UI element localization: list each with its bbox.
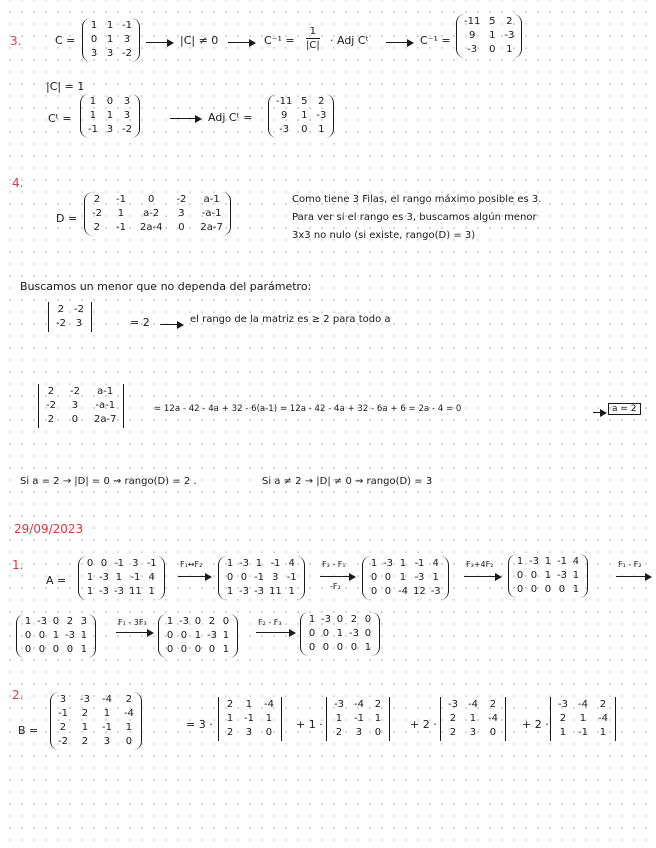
matrix-cell: 3 bbox=[355, 727, 363, 738]
matrix-cell: 3 bbox=[106, 124, 114, 135]
matrix-a-label: A = bbox=[46, 574, 67, 587]
arrow-icon bbox=[228, 42, 254, 43]
matrix-d bbox=[84, 192, 231, 236]
row-op-4: F₁ - F₂ bbox=[618, 560, 642, 569]
matrix-cell: 1 bbox=[86, 586, 94, 597]
matrix-cell: -3 bbox=[239, 586, 249, 597]
matrix-cell: 0 bbox=[178, 222, 185, 233]
matrix-cell: 1 bbox=[81, 722, 89, 733]
matrix-cell: -1 bbox=[101, 722, 112, 733]
exercise-3-number: 3. bbox=[10, 34, 22, 48]
matrix-cell: 3 bbox=[272, 572, 279, 583]
matrix-cell: 0 bbox=[52, 644, 60, 655]
matrix-cell: 1 bbox=[117, 208, 125, 219]
matrix-cell: -3 bbox=[383, 558, 393, 569]
matrix-cell: 0 bbox=[364, 628, 372, 639]
matrix-cell: 2 bbox=[559, 713, 567, 724]
matrix-cell: -3 bbox=[504, 30, 515, 41]
det-condition: |C| ≠ 0 bbox=[180, 34, 219, 47]
matrix-cell: 1 bbox=[579, 713, 587, 724]
arrow-icon bbox=[593, 412, 605, 413]
row-op-1: F₁↔F₂ bbox=[180, 560, 203, 569]
matrix-cell: 0 bbox=[166, 644, 174, 655]
cofactor-minor-1 bbox=[218, 697, 282, 741]
matrix-cell: 1 bbox=[544, 570, 552, 581]
matrix-cell: 0 bbox=[194, 644, 202, 655]
matrix-cell: 0 bbox=[208, 644, 216, 655]
matrix-cell: 0 bbox=[24, 630, 32, 641]
conclusion-a-equals-2: Si a = 2 → |D| = 0 ⇝ rango(D) = 2 . bbox=[20, 476, 197, 487]
matrix-cell: 0 bbox=[180, 644, 188, 655]
matrix-cell: 1 bbox=[80, 630, 88, 641]
matrix-cell: 2 bbox=[81, 736, 89, 747]
matrix-cell: 1 bbox=[24, 616, 32, 627]
matrix-cell: 1 bbox=[166, 616, 174, 627]
matrix-cell: 1 bbox=[364, 642, 372, 653]
matrix-c-inverse bbox=[456, 14, 522, 58]
matrix-cell: 2 bbox=[226, 727, 234, 738]
matrix-cell: 0 bbox=[125, 736, 133, 747]
matrix-cell: 1 bbox=[148, 586, 155, 597]
matrix-cell: 1 bbox=[301, 110, 308, 121]
date-heading: 29/09/2023 bbox=[14, 522, 84, 536]
matrix-cell: 3 bbox=[103, 736, 111, 747]
matrix-adjoint bbox=[268, 94, 334, 138]
matrix-cell: 11 bbox=[128, 586, 142, 597]
matrix-cell: 1 bbox=[516, 556, 524, 567]
matrix-cell: -3 bbox=[206, 630, 217, 641]
matrix-cell: 0 bbox=[350, 642, 358, 653]
search-minor-text: Buscamos un menor que no dependa del parámetro: bbox=[20, 280, 312, 293]
matrix-cell: 9 bbox=[468, 30, 476, 41]
inverse-label-2: C⁻¹ = bbox=[420, 34, 451, 47]
matrix-b-label: B = bbox=[18, 724, 39, 737]
conclusion-a-not-2: Si a ≠ 2 → |D| ≠ 0 ⇝ rango(D) = 3 bbox=[262, 476, 433, 487]
arrow-icon bbox=[146, 42, 172, 43]
arrow-icon bbox=[616, 576, 650, 577]
matrix-cell: 2 bbox=[47, 414, 55, 425]
matrix-cell: 1 bbox=[374, 713, 382, 724]
matrix-cell: 1 bbox=[399, 572, 407, 583]
matrix-cell: -3 bbox=[64, 630, 75, 641]
laplace-coef-2: + 1 · bbox=[296, 718, 323, 731]
matrix-cell: 5 bbox=[489, 16, 496, 27]
matrix-cell: -1 bbox=[130, 572, 141, 583]
matrix-cell: 1 bbox=[336, 628, 344, 639]
matrix-cell: 1 bbox=[469, 713, 477, 724]
rank-note-line-2: Para ver si el rango es 3, buscamos algún menor bbox=[292, 212, 537, 223]
matrix-cell: -1 bbox=[115, 222, 126, 233]
matrix-cell: -1 bbox=[577, 727, 588, 738]
transpose-label: Cᵗ = bbox=[48, 112, 72, 125]
minor-2x2-text: el rango de la matriz es ≥ 2 para todo a bbox=[190, 314, 391, 325]
matrix-cell: -3 bbox=[99, 586, 109, 597]
matrix-cell: 0 bbox=[308, 628, 316, 639]
rank-note-line-3: 3x3 no nulo (si existe, rango(D) = 3) bbox=[292, 230, 476, 241]
arrow-icon bbox=[386, 42, 412, 43]
matrix-cell: 3 bbox=[469, 727, 477, 738]
matrix-cell: -3 bbox=[348, 628, 359, 639]
matrix-cell: 3 bbox=[178, 208, 185, 219]
matrix-cell: -2 bbox=[73, 304, 84, 315]
matrix-cell: 2 bbox=[59, 722, 67, 733]
matrix-cell: 2 bbox=[350, 614, 358, 625]
matrix-cell: -3 bbox=[430, 586, 441, 597]
matrix-cell: 1 bbox=[115, 572, 123, 583]
matrix-cell: -1 bbox=[244, 713, 254, 724]
matrix-cell: 2 bbox=[599, 699, 607, 710]
matrix-cell: -1 bbox=[113, 558, 124, 569]
matrix-cell: -4 bbox=[487, 713, 498, 724]
inverse-fraction bbox=[306, 25, 320, 52]
matrix-c bbox=[82, 18, 140, 62]
matrix-cell: 2 bbox=[57, 304, 65, 315]
row-op-2b: -F₂ bbox=[330, 582, 341, 591]
arrow-icon bbox=[178, 576, 210, 577]
matrix-cell: -3 bbox=[239, 558, 249, 569]
matrix-cell: 0 bbox=[322, 642, 330, 653]
inverse-formula-rest: · Adj Cᵗ bbox=[330, 34, 369, 47]
matrix-cell: -3 bbox=[37, 616, 47, 627]
matrix-cell: 0 bbox=[226, 572, 234, 583]
matrix-cell: -3 bbox=[316, 110, 327, 121]
matrix-cell: 1 bbox=[265, 713, 273, 724]
matrix-cell: 0 bbox=[370, 586, 378, 597]
laplace-coef-1: = 3 · bbox=[186, 718, 213, 731]
matrix-cell: -1 bbox=[253, 572, 264, 583]
matrix-cell: 2 bbox=[506, 16, 513, 27]
matrix-cell: -3 bbox=[558, 699, 568, 710]
cofactor-minor-2 bbox=[326, 697, 390, 741]
row-op-5: F₁ - 3F₃ bbox=[118, 618, 147, 627]
matrix-cell: 0 bbox=[301, 124, 308, 135]
matrix-cell: 1 bbox=[89, 96, 97, 107]
matrix-cell: 0 bbox=[516, 584, 524, 595]
matrix-cell: -3 bbox=[179, 616, 189, 627]
matrix-cell: -4 bbox=[397, 586, 408, 597]
matrix-cell: -4 bbox=[467, 699, 478, 710]
arrow-icon bbox=[320, 576, 354, 577]
matrix-cell: 0 bbox=[148, 194, 155, 205]
matrix-cell: 2a-7 bbox=[93, 414, 117, 425]
matrix-cell: 2 bbox=[226, 699, 234, 710]
matrix-cell: -11 bbox=[464, 16, 481, 27]
matrix-cell: 0 bbox=[370, 572, 378, 583]
matrix-cell: -1 bbox=[58, 708, 68, 719]
matrix-cell: -3 bbox=[529, 556, 539, 567]
matrix-cell: 1 bbox=[370, 558, 378, 569]
matrix-cell: 1 bbox=[89, 110, 97, 121]
matrix-cell: 4 bbox=[148, 572, 155, 583]
matrix-a-step-2 bbox=[362, 556, 449, 600]
matrix-cell: 1 bbox=[308, 614, 316, 625]
matrix-cell: 2 bbox=[81, 708, 89, 719]
matrix-cell: -1 bbox=[556, 556, 567, 567]
minor-2x2 bbox=[48, 302, 92, 332]
cofactor-minor-4 bbox=[550, 697, 616, 741]
matrix-cell: a-2 bbox=[143, 208, 160, 219]
matrix-cell: 1 bbox=[86, 572, 94, 583]
matrix-cell: 9 bbox=[280, 110, 288, 121]
matrix-cell: 3 bbox=[106, 48, 114, 59]
matrix-cell: 1 bbox=[103, 708, 111, 719]
matrix-cell: -2 bbox=[121, 124, 132, 135]
matrix-cell: 0 bbox=[489, 44, 496, 55]
matrix-cell: 1 bbox=[255, 558, 263, 569]
matrix-cell: 0 bbox=[222, 616, 230, 627]
matrix-cell: a-1 bbox=[203, 194, 220, 205]
matrix-cell: 0 bbox=[180, 630, 188, 641]
matrix-cell: 0 bbox=[240, 572, 248, 583]
matrix-cell: 1 bbox=[80, 644, 88, 655]
matrix-cell: 11 bbox=[268, 586, 282, 597]
determinant-expansion: = 12a - 42 - 4a + 32 - 6(a-1) = 12a - 42 - 4a + 32 - 6a + 6 = 2a - 4 = 0 bbox=[154, 404, 462, 414]
matrix-cell: -4 bbox=[263, 699, 274, 710]
matrix-cell: -2 bbox=[92, 208, 102, 219]
matrix-cell: 0 bbox=[52, 616, 60, 627]
matrix-cell: -2 bbox=[122, 48, 132, 59]
matrix-cell: 3 bbox=[80, 616, 88, 627]
matrix-cell: 0 bbox=[86, 558, 94, 569]
arrow-icon bbox=[170, 118, 200, 119]
matrix-cell: -1 bbox=[115, 194, 126, 205]
matrix-cell: 1 bbox=[245, 699, 253, 710]
matrix-cell: 1 bbox=[506, 44, 513, 55]
matrix-cell: 2 bbox=[449, 713, 457, 724]
matrix-d-label: D = bbox=[56, 212, 78, 225]
matrix-a-step-3 bbox=[508, 554, 588, 598]
matrix-cell: 2a-4 bbox=[139, 222, 163, 233]
exercise-2-number: 2. bbox=[12, 688, 24, 702]
matrix-cell: 1 bbox=[222, 630, 230, 641]
matrix-cell: 3 bbox=[123, 96, 131, 107]
matrix-cell: 0 bbox=[516, 570, 524, 581]
matrix-cell: 2 bbox=[489, 699, 497, 710]
matrix-a bbox=[78, 556, 165, 600]
matrix-cell: 1 bbox=[399, 558, 407, 569]
cofactor-minor-3 bbox=[440, 697, 506, 741]
matrix-cell: 2 bbox=[66, 616, 74, 627]
matrix-cell: 0 bbox=[322, 628, 330, 639]
matrix-cell: -1 bbox=[414, 558, 425, 569]
laplace-coef-3: + 2 · bbox=[410, 718, 437, 731]
matrix-cell: -2 bbox=[58, 736, 68, 747]
matrix-cell: 3 bbox=[90, 48, 98, 59]
matrix-cell: 0 bbox=[38, 630, 46, 641]
matrix-cell: 0 bbox=[336, 642, 344, 653]
matrix-cell: -1 bbox=[353, 713, 364, 724]
minor-2x2-result: = 2 bbox=[130, 316, 150, 329]
inverse-label: C⁻¹ = bbox=[264, 34, 295, 47]
matrix-cell: 1 bbox=[335, 713, 343, 724]
matrix-cell: -1 bbox=[146, 558, 157, 569]
row-op-3: F₃+4F₂ bbox=[466, 560, 494, 569]
exercise-1-number: 1. bbox=[12, 558, 24, 572]
matrix-a-step-6 bbox=[300, 612, 380, 656]
matrix-cell: 1 bbox=[432, 572, 439, 583]
matrix-cell: 0 bbox=[530, 584, 538, 595]
matrix-cell: 1 bbox=[599, 727, 607, 738]
matrix-cell: 1 bbox=[194, 630, 202, 641]
matrix-cell: 0 bbox=[194, 616, 202, 627]
matrix-cell: 0 bbox=[336, 614, 344, 625]
matrix-cell: -2 bbox=[46, 400, 56, 411]
matrix-cell: 3 bbox=[123, 34, 131, 45]
matrix-cell: 0 bbox=[90, 34, 98, 45]
matrix-cell: 0 bbox=[544, 584, 552, 595]
det-c-value: |C| = 1 bbox=[46, 80, 85, 93]
matrix-cell: 0 bbox=[71, 414, 79, 425]
fraction-numerator: 1 bbox=[306, 25, 320, 39]
matrix-cell: 1 bbox=[226, 586, 234, 597]
matrix-cell: 1 bbox=[226, 713, 234, 724]
matrix-cell: 3 bbox=[59, 694, 67, 705]
matrix-cell: -a-1 bbox=[95, 400, 116, 411]
arrow-icon bbox=[160, 324, 182, 325]
matrix-a-step-1 bbox=[218, 556, 305, 600]
matrix-cell: a-1 bbox=[97, 386, 114, 397]
matrix-cell: 0 bbox=[530, 570, 538, 581]
matrix-cell: -3 bbox=[279, 124, 290, 135]
matrix-cell: 0 bbox=[265, 727, 273, 738]
matrix-cell: 0 bbox=[100, 558, 108, 569]
arrow-icon bbox=[464, 576, 500, 577]
adjoint-label: Adj Cᵗ = bbox=[208, 111, 253, 124]
matrix-cell: 0 bbox=[24, 644, 32, 655]
matrix-cell: 1 bbox=[106, 34, 114, 45]
matrix-cell: -3 bbox=[467, 44, 478, 55]
matrix-cell: 1 bbox=[125, 722, 133, 733]
matrix-cell: 0 bbox=[489, 727, 497, 738]
matrix-cell: -3 bbox=[448, 699, 458, 710]
row-op-6: F₂ - F₃ bbox=[258, 618, 282, 627]
matrix-cell: -3 bbox=[113, 586, 124, 597]
matrix-cell: 2 bbox=[125, 694, 133, 705]
matrix-cell: -4 bbox=[353, 699, 364, 710]
matrix-a-step-5 bbox=[158, 614, 238, 658]
matrix-cell: -2 bbox=[56, 318, 66, 329]
matrix-cell: -4 bbox=[101, 694, 112, 705]
matrix-cell: 1 bbox=[106, 110, 114, 121]
rank-note-line-1: Como tiene 3 Filas, el rango máximo posible es 3. bbox=[292, 194, 542, 205]
matrix-c-label: C = bbox=[55, 34, 76, 47]
matrix-b bbox=[50, 692, 142, 750]
matrix-cell: 2 bbox=[93, 222, 101, 233]
matrix-cell: -3 bbox=[556, 570, 567, 581]
matrix-cell: 5 bbox=[301, 96, 308, 107]
matrix-cell: 0 bbox=[106, 96, 114, 107]
matrix-cell: 0 bbox=[364, 614, 372, 625]
matrix-cell: 0 bbox=[38, 644, 46, 655]
matrix-cell: -4 bbox=[597, 713, 608, 724]
matrix-cell: 3 bbox=[245, 727, 253, 738]
matrix-cell: 1 bbox=[572, 570, 580, 581]
row-op-2a: F₃ - F₁ bbox=[322, 560, 346, 569]
matrix-cell: 3 bbox=[71, 400, 79, 411]
matrix-cell: -3 bbox=[334, 699, 344, 710]
matrix-cell: 0 bbox=[384, 586, 392, 597]
matrix-cell: 2 bbox=[93, 194, 101, 205]
arrow-icon bbox=[116, 632, 152, 633]
matrix-cell: 3 bbox=[132, 558, 139, 569]
matrix-cell: -1 bbox=[270, 558, 281, 569]
matrix-cell: 2 bbox=[449, 727, 457, 738]
arrow-icon bbox=[256, 632, 294, 633]
matrix-cell: 2 bbox=[335, 727, 343, 738]
matrix-cell: 0 bbox=[66, 644, 74, 655]
matrix-a-step-4 bbox=[16, 614, 96, 658]
matrix-cell: 3 bbox=[123, 110, 131, 121]
matrix-cell: 1 bbox=[544, 556, 552, 567]
fraction-denominator: |C| bbox=[306, 40, 320, 51]
matrix-c-transpose bbox=[80, 94, 140, 138]
matrix-cell: 1 bbox=[288, 586, 295, 597]
matrix-cell: 2 bbox=[47, 386, 55, 397]
matrix-cell: 0 bbox=[166, 630, 174, 641]
matrix-cell: -3 bbox=[321, 614, 331, 625]
matrix-cell: -1 bbox=[122, 20, 132, 31]
matrix-cell: 2 bbox=[318, 96, 325, 107]
matrix-cell: 0 bbox=[558, 584, 566, 595]
matrix-cell: 1 bbox=[90, 20, 98, 31]
matrix-cell: 0 bbox=[384, 572, 392, 583]
matrix-cell: 0 bbox=[374, 727, 382, 738]
matrix-cell: 1 bbox=[52, 630, 60, 641]
matrix-cell: 2 bbox=[374, 699, 382, 710]
matrix-cell: 1 bbox=[226, 558, 234, 569]
matrix-cell: 1 bbox=[572, 584, 580, 595]
matrix-cell: -3 bbox=[414, 572, 425, 583]
matrix-cell: -11 bbox=[276, 96, 293, 107]
minor-3x3 bbox=[38, 384, 124, 428]
exercise-4-number: 4. bbox=[12, 176, 24, 190]
matrix-cell: 4 bbox=[432, 558, 439, 569]
matrix-cell: -2 bbox=[69, 386, 80, 397]
matrix-cell: -3 bbox=[99, 572, 109, 583]
matrix-cell: 1 bbox=[222, 644, 230, 655]
matrix-cell: 12 bbox=[412, 586, 426, 597]
matrix-cell: -2 bbox=[176, 194, 187, 205]
matrix-cell: 1 bbox=[559, 727, 567, 738]
matrix-cell: -4 bbox=[577, 699, 588, 710]
matrix-cell: -1 bbox=[88, 124, 98, 135]
matrix-cell: 4 bbox=[572, 556, 580, 567]
matrix-cell: -4 bbox=[123, 708, 134, 719]
matrix-cell: -1 bbox=[286, 572, 297, 583]
matrix-cell: -3 bbox=[253, 586, 264, 597]
matrix-cell: 0 bbox=[308, 642, 316, 653]
matrix-cell: 3 bbox=[75, 318, 83, 329]
matrix-cell: 2 bbox=[208, 616, 216, 627]
matrix-cell: -a-1 bbox=[201, 208, 222, 219]
matrix-cell: 2a-7 bbox=[200, 222, 223, 233]
laplace-coef-4: + 2 · bbox=[522, 718, 549, 731]
matrix-cell: 1 bbox=[318, 124, 325, 135]
matrix-cell: 1 bbox=[489, 30, 496, 41]
matrix-cell: -3 bbox=[79, 694, 90, 705]
matrix-cell: 1 bbox=[106, 20, 114, 31]
result-box: a = 2 bbox=[608, 403, 641, 415]
matrix-cell: 4 bbox=[288, 558, 295, 569]
